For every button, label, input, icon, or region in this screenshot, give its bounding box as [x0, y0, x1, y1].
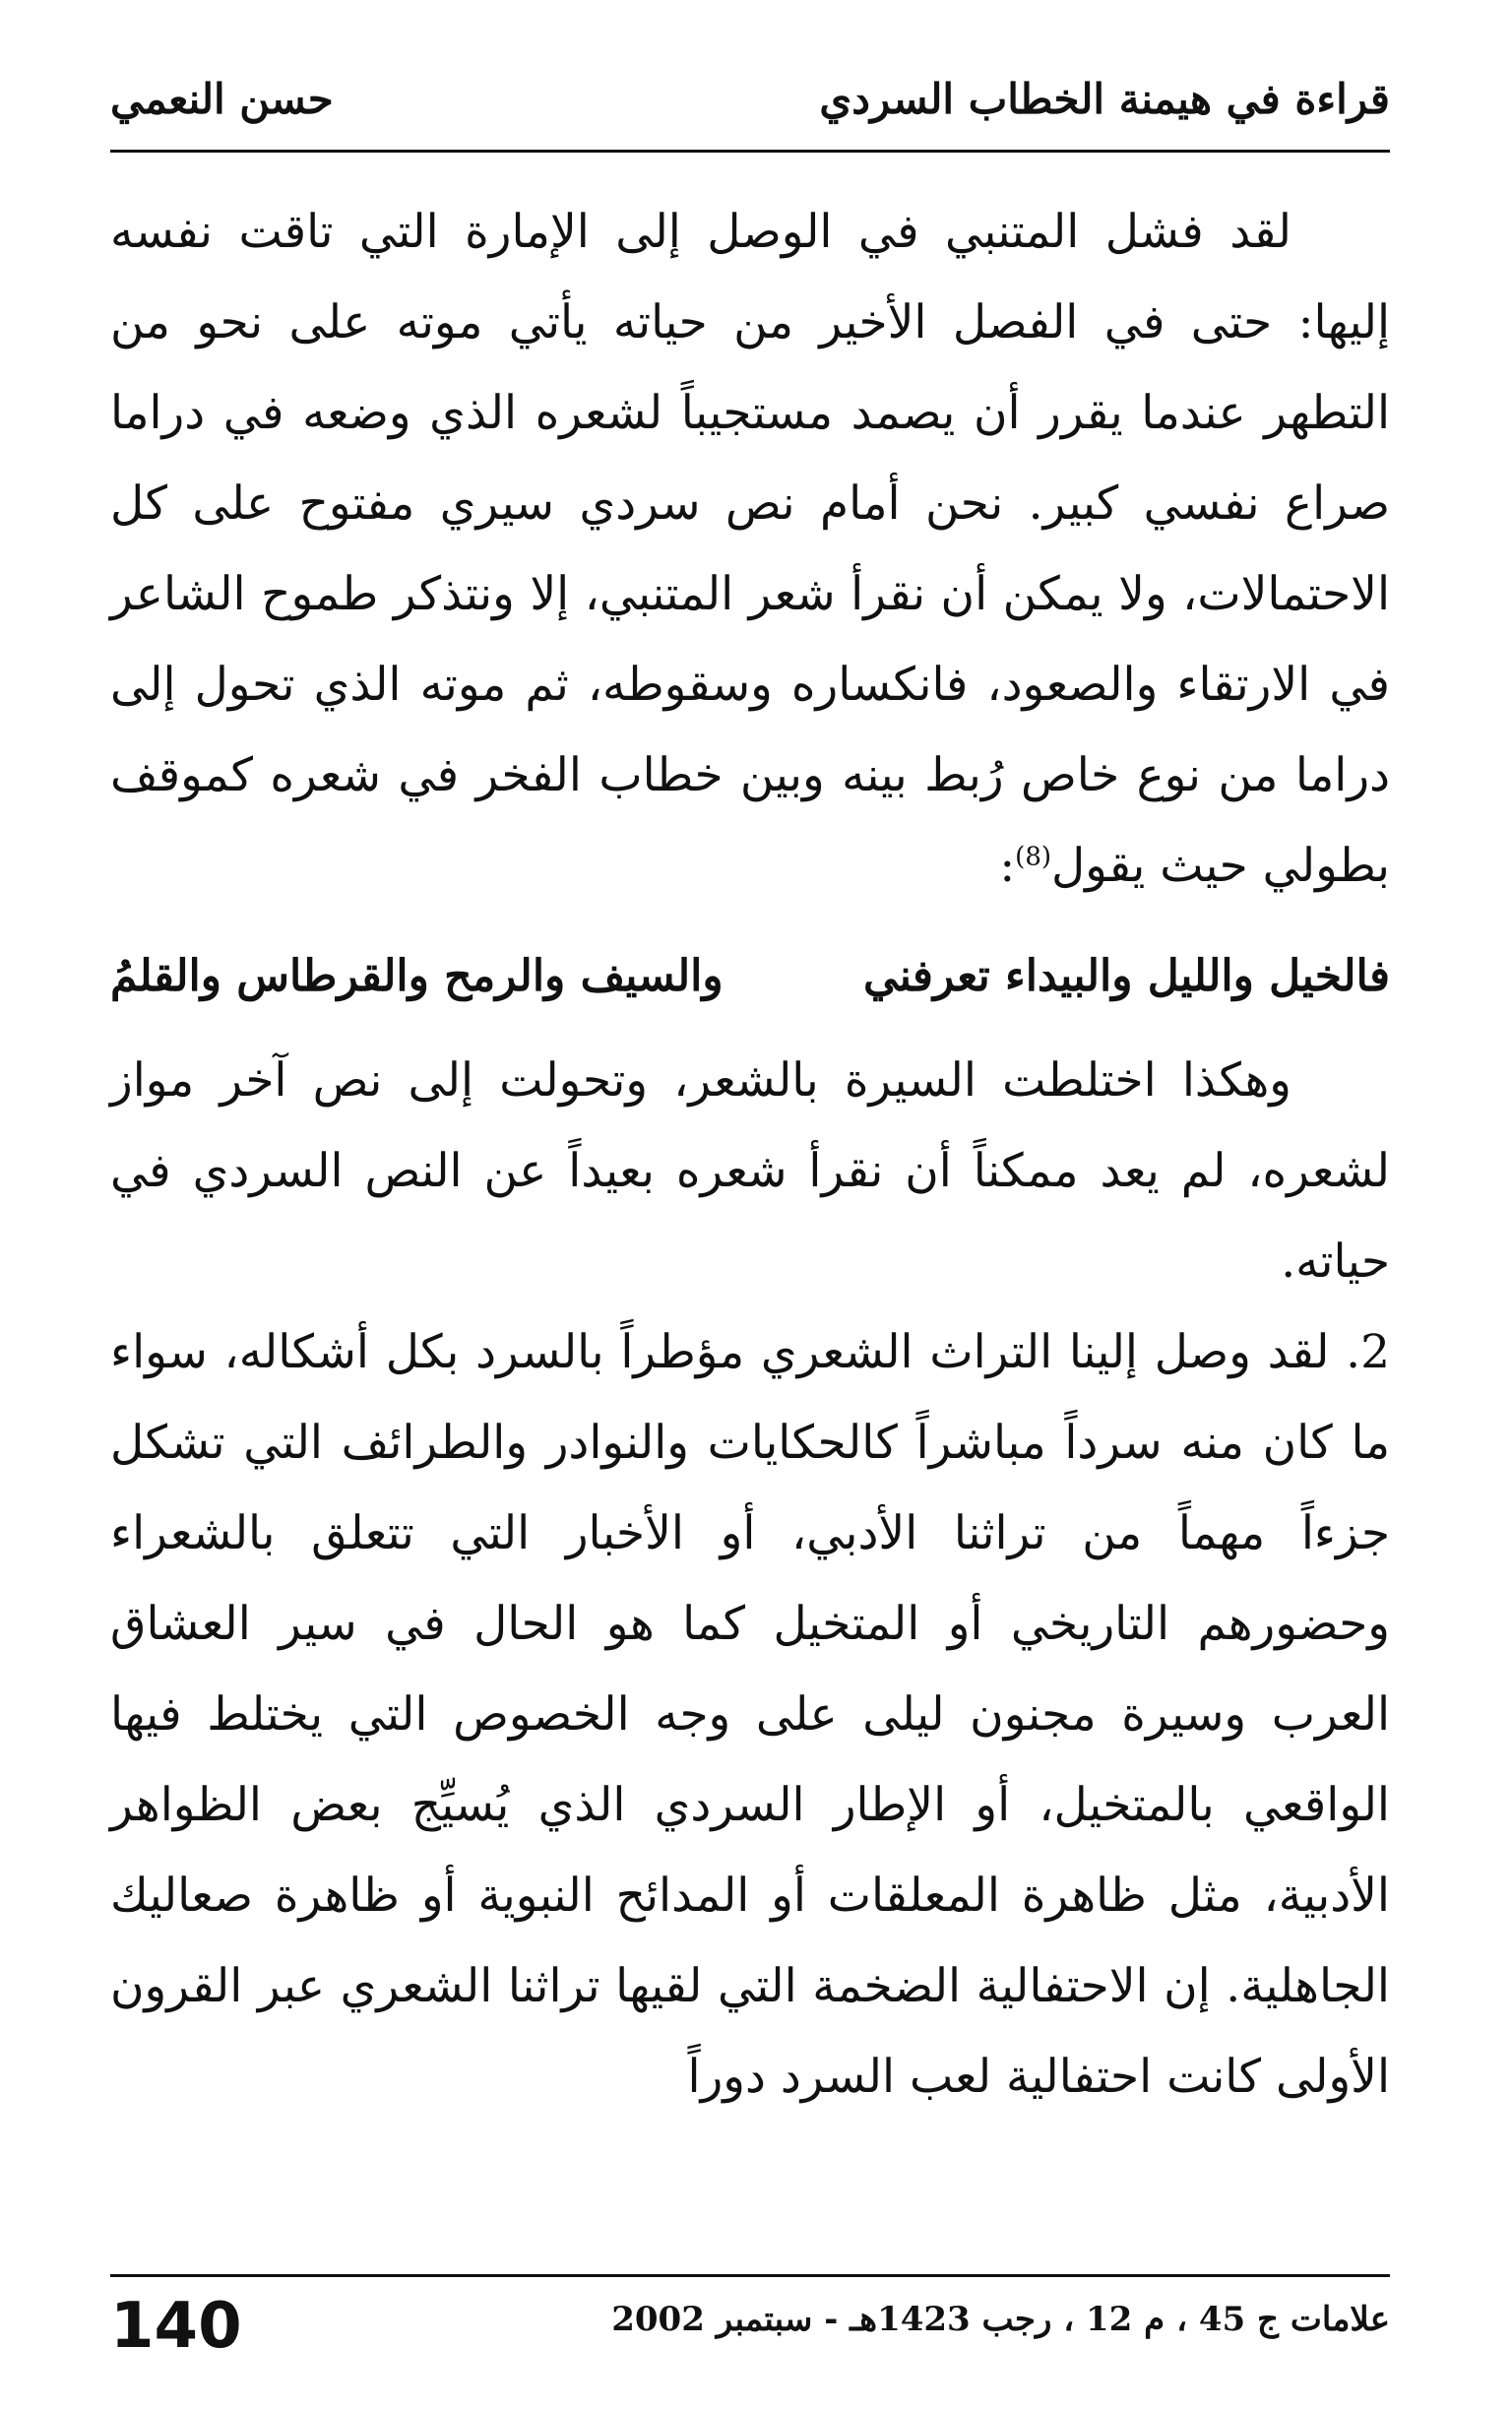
page-number: 140 [110, 2290, 242, 2363]
paragraph-1-text: لقد فشل المتنبي في الوصل إلى الإمارة التي تاقت نفسه إليها: حتى في الفصل الأخير من حياته يأتي موته على نحو من التطهر عندما يقرر أن يصمد مستجيباً لشعره الذي وضعه في دراما صراع نفسي كبير. نحن أمام نص سردي سيري مفتوح على كل الاحتمالات، ولا يمكن أن نقرأ شعر المتنبي، إلا ونتذكر طموح الشاعر في الارتقاء والصعود، فانكساره وسقوطه، ثم موته الذي تحول إلى دراما من نوع خاص رُبط بينه وبين خطاب الفخر في شعره كموقف بطولي حيث يقول [110, 205, 1390, 893]
header-rule [110, 150, 1390, 153]
running-footer [110, 2286, 1390, 2384]
running-header [110, 67, 1390, 154]
author-name: حسن النعمي [110, 75, 334, 123]
footer-rule [110, 2274, 1390, 2277]
verse-first-hemistich: فالخيل والليل والبيداء تعرفني [862, 951, 1390, 1001]
poetry-verse [110, 929, 1390, 1024]
journal-citation: علامات ج 45 ، م 12 ، رجب 1423هـ - سبتمبر 2002 [611, 2300, 1390, 2339]
verse-second-hemistich: والسيف والرمح والقرطاس والقلمُ [110, 951, 724, 1001]
footnote-reference: (8) [1015, 842, 1052, 872]
article-title: قراءة في هيمنة الخطاب السردي [819, 75, 1390, 123]
article-body [110, 187, 1390, 2123]
paragraph-1 [110, 187, 1390, 912]
paragraph-2: وهكذا اختلطت السيرة بالشعر، وتحولت إلى نص آخر مواز لشعره، لم يعد ممكناً أن نقرأ شعره بعيداً عن النص السردي في حياته. [110, 1053, 1390, 1289]
paragraph-3: 2. لقد وصل إلينا التراث الشعري مؤطراً بالسرد بكل أشكاله، سواء ما كان منه سرداً مباشراً كالحكايات والنوادر والطرائف التي تشكل جزءاً مهماً من تراثنا الأدبي، أو الأخبار التي تتعلق بالشعراء وحضورهم التاريخي أو المتخيل كما هو الحال في سير العشاق العرب وسيرة مجنون ليلى على وجه الخصوص التي يختلط فيها الواقعي بالمتخيل، أو الإطار السردي الذي يُسيِّج بعض الظواهر الأدبية، مثل ظاهرة المعلقات أو المدائح النبوية أو ظاهرة صعاليك الجاهلية. إن الاحتفالية الضخمة التي لقيها تراثنا الشعري عبر القرون الأولى كانت احتفالية لعب السرد دوراً [110, 1325, 1390, 2104]
paragraph-1-end: : [999, 839, 1016, 893]
